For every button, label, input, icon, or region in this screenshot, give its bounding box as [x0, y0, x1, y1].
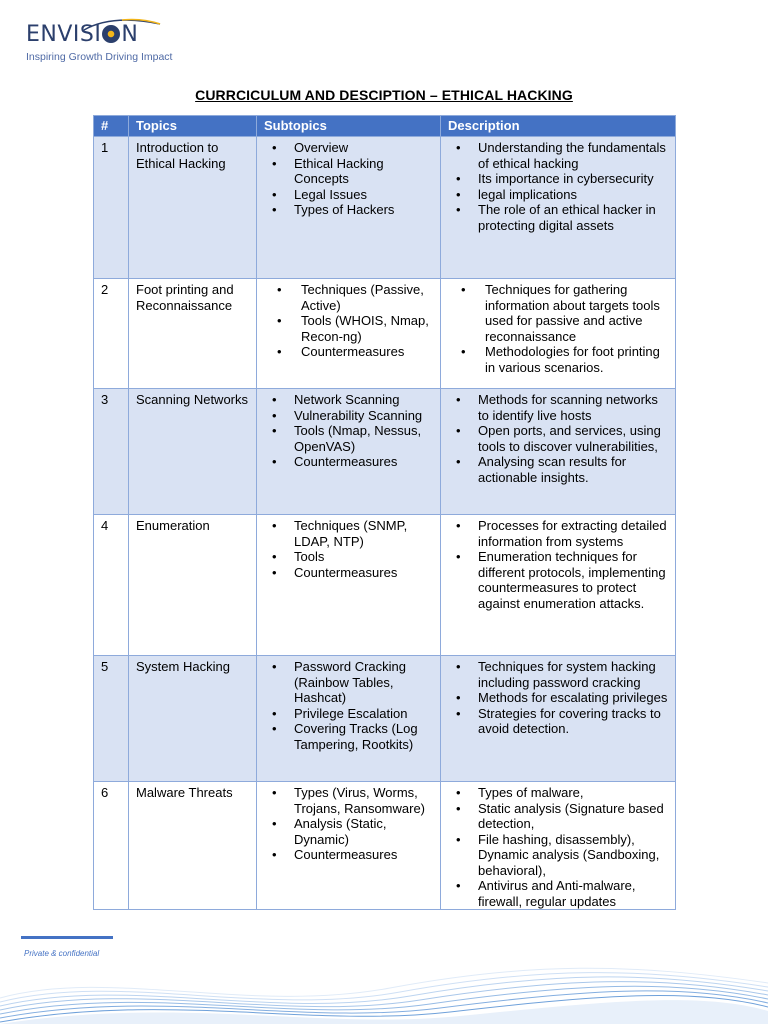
description-list: [448, 140, 669, 233]
description-cell: [441, 656, 676, 782]
column-header-number: #: [94, 116, 129, 137]
list-item: • Techniques (SNMP, LDAP, NTP): [294, 518, 434, 549]
list-item: • Network Scanning: [294, 392, 434, 408]
description-cell: [441, 279, 676, 389]
topic-cell: Scanning Networks: [129, 389, 257, 515]
list-item: • Tools (Nmap, Nessus, OpenVAS): [294, 423, 434, 454]
row-number: 6: [94, 782, 129, 910]
subtopics-list: [264, 518, 434, 580]
company-logo: [26, 22, 172, 63]
list-item: • Analysing scan results for actionable insights.: [478, 454, 669, 485]
table-row: [94, 279, 676, 389]
logo-text-start: ENVISI: [26, 22, 102, 47]
topic-cell: Enumeration: [129, 515, 257, 656]
subtopics-list: [264, 282, 434, 360]
list-item: • Countermeasures: [294, 454, 434, 470]
list-item: • Methodologies for foot printing in various scenarios.: [485, 344, 669, 375]
list-item: • Ethical Hacking Concepts: [294, 156, 434, 187]
list-item: • Processes for extracting detailed information from systems: [478, 518, 669, 549]
subtopics-cell: [257, 389, 441, 515]
list-item: • Techniques (Passive, Active): [301, 282, 434, 313]
document-title: CURRCICULUM AND DESCIPTION – ETHICAL HACKING: [195, 87, 573, 103]
table-row: [94, 656, 676, 782]
list-item: • Overview: [294, 140, 434, 156]
column-header-subtopics: Subtopics: [257, 116, 441, 137]
list-item: • Tools (WHOIS, Nmap, Recon-ng): [301, 313, 434, 344]
decorative-wave-footer: [0, 962, 768, 1024]
subtopics-list: [264, 392, 434, 470]
list-item: • Countermeasures: [294, 847, 434, 863]
list-item: • legal implications: [478, 187, 669, 203]
curriculum-table: [93, 115, 676, 910]
subtopics-cell: [257, 656, 441, 782]
description-list: [448, 785, 669, 909]
table-row: [94, 389, 676, 515]
description-cell: [441, 782, 676, 910]
list-item: • Techniques for system hacking including password cracking: [478, 659, 669, 690]
list-item: • Methods for escalating privileges: [478, 690, 669, 706]
description-list: [448, 282, 669, 375]
list-item: • Types (Virus, Worms, Trojans, Ransomware): [294, 785, 434, 816]
subtopics-cell: [257, 279, 441, 389]
list-item: • Covering Tracks (Log Tampering, Rootkits): [294, 721, 434, 752]
description-cell: [441, 137, 676, 279]
list-item: • Strategies for covering tracks to avoid detection.: [478, 706, 669, 737]
subtopics-list: [264, 659, 434, 752]
row-number: 3: [94, 389, 129, 515]
subtopics-cell: [257, 782, 441, 910]
logo-swoosh-icon: [82, 18, 162, 32]
list-item: • Understanding the fundamentals of ethical hacking: [478, 140, 669, 171]
row-number: 2: [94, 279, 129, 389]
list-item: • Antivirus and Anti-malware, firewall, regular updates: [478, 878, 669, 909]
topic-cell: Foot printing and Reconnaissance: [129, 279, 257, 389]
list-item: • Privilege Escalation: [294, 706, 434, 722]
topic-cell: Malware Threats: [129, 782, 257, 910]
logo-wordmark: [26, 22, 172, 48]
row-number: 1: [94, 137, 129, 279]
list-item: • Legal Issues: [294, 187, 434, 203]
subtopics-cell: [257, 515, 441, 656]
table-header-row: [94, 116, 676, 137]
list-item: • Methods for scanning networks to identify live hosts: [478, 392, 669, 423]
list-item: • Enumeration techniques for different protocols, implementing countermeasures to protect against enumeration attacks.: [478, 549, 669, 611]
description-cell: [441, 389, 676, 515]
column-header-description: Description: [441, 116, 676, 137]
column-header-topics: Topics: [129, 116, 257, 137]
row-number: 4: [94, 515, 129, 656]
list-item: • Static analysis (Signature based detection,: [478, 801, 669, 832]
list-item: • The role of an ethical hacker in protecting digital assets: [478, 202, 669, 233]
list-item: • Types of malware,: [478, 785, 669, 801]
logo-tagline: Inspiring Growth Driving Impact: [26, 51, 173, 63]
list-item: • Tools: [294, 549, 434, 565]
list-item: • Vulnerability Scanning: [294, 408, 434, 424]
subtopics-cell: [257, 137, 441, 279]
list-item: • Analysis (Static, Dynamic): [294, 816, 434, 847]
list-item: • Its importance in cybersecurity: [478, 171, 669, 187]
list-item: • File hashing, disassembly), Dynamic analysis (Sandboxing, behavioral),: [478, 832, 669, 879]
logo-text-end: N: [121, 22, 139, 47]
footer-divider: [21, 936, 113, 939]
topic-cell: Introduction to Ethical Hacking: [129, 137, 257, 279]
description-list: [448, 659, 669, 737]
list-item: • Techniques for gathering information about targets tools used for passive and active reconnaissance: [485, 282, 669, 344]
subtopics-list: [264, 785, 434, 863]
topic-cell: System Hacking: [129, 656, 257, 782]
list-item: • Countermeasures: [301, 344, 434, 360]
description-cell: [441, 515, 676, 656]
list-item: • Password Cracking (Rainbow Tables, Hashcat): [294, 659, 434, 706]
row-number: 5: [94, 656, 129, 782]
confidential-label: Private & confidential: [24, 949, 100, 958]
subtopics-list: [264, 140, 434, 218]
list-item: • Types of Hackers: [294, 202, 434, 218]
description-list: [448, 518, 669, 611]
table-row: [94, 137, 676, 279]
description-list: [448, 392, 669, 485]
table-row: [94, 515, 676, 656]
list-item: • Countermeasures: [294, 565, 434, 581]
list-item: • Open ports, and services, using tools to discover vulnerabilities,: [478, 423, 669, 454]
table-row: [94, 782, 676, 910]
